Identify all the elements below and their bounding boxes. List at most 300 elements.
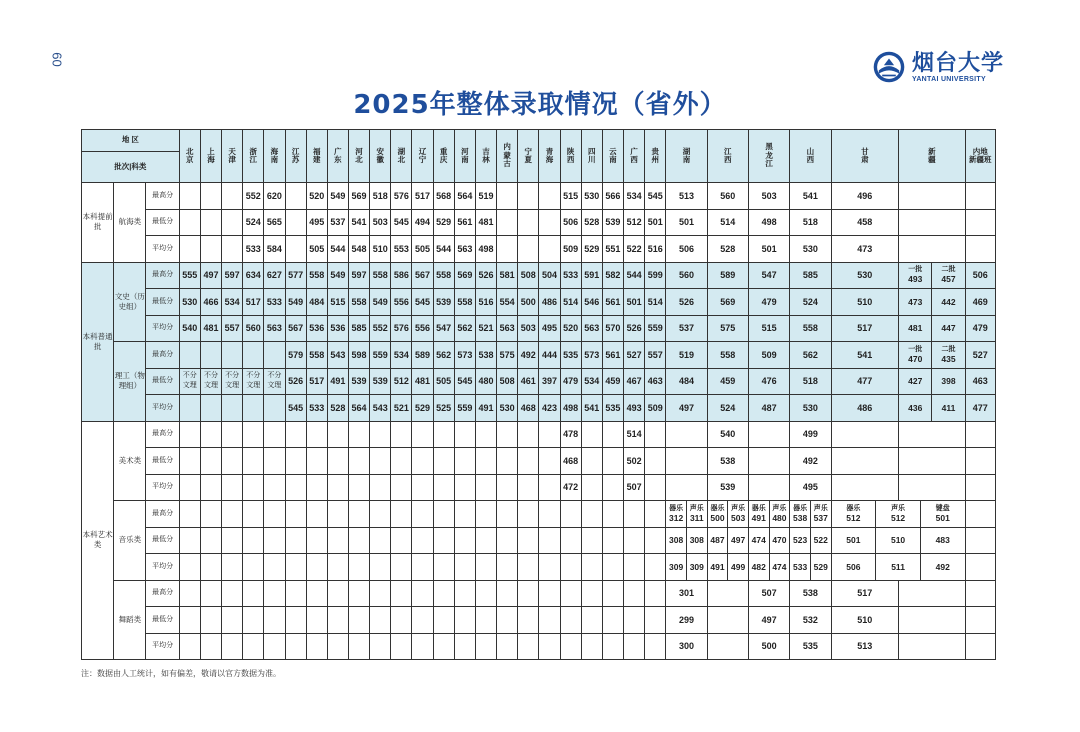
score-cell bbox=[475, 633, 496, 660]
province-header: 内 蒙 古 bbox=[497, 130, 518, 183]
score-cell: 491 bbox=[475, 395, 496, 422]
score-cell: 529 bbox=[433, 209, 454, 236]
score-cell: 492 bbox=[518, 342, 539, 369]
xinjiang-split-cell: 一批 493 二批 457 bbox=[899, 262, 966, 289]
score-cell bbox=[539, 236, 560, 263]
score-cell bbox=[454, 421, 475, 448]
score-cell bbox=[222, 474, 243, 501]
score-cell bbox=[433, 421, 454, 448]
score-cell bbox=[581, 607, 602, 634]
score-cell: 558 bbox=[306, 262, 327, 289]
score-cell: 545 bbox=[412, 289, 433, 316]
empty-cell bbox=[179, 554, 200, 581]
score-cell: 501 bbox=[748, 236, 789, 263]
score-cell: 468 bbox=[518, 395, 539, 422]
category-label: 文史（历史组） bbox=[114, 262, 146, 342]
score-cell: 479 bbox=[965, 315, 995, 342]
score-cell: 498 bbox=[748, 209, 789, 236]
score-cell: 495 bbox=[306, 209, 327, 236]
empty-cell bbox=[539, 554, 560, 581]
score-cell bbox=[200, 580, 221, 607]
stat-label: 最高分 bbox=[146, 421, 179, 448]
score-cell: 530 bbox=[179, 289, 200, 316]
score-cell: 558 bbox=[790, 315, 831, 342]
empty-cell bbox=[518, 554, 539, 581]
score-cell: 498 bbox=[560, 395, 581, 422]
empty-cell bbox=[306, 527, 327, 554]
empty-cell bbox=[306, 554, 327, 581]
score-cell bbox=[518, 421, 539, 448]
score-cell: 560 bbox=[666, 262, 707, 289]
score-cell: 525 bbox=[433, 395, 454, 422]
score-cell: 575 bbox=[707, 315, 748, 342]
score-cell: 463 bbox=[645, 368, 666, 395]
score-cell: 515 bbox=[560, 183, 581, 210]
score-cell: 497 bbox=[748, 607, 789, 634]
score-cell: 506 bbox=[666, 236, 707, 263]
score-cell: 573 bbox=[454, 342, 475, 369]
score-cell bbox=[539, 448, 560, 475]
score-cell bbox=[899, 236, 966, 263]
score-cell: 480 bbox=[475, 368, 496, 395]
score-cell: 558 bbox=[433, 262, 454, 289]
score-cell: 634 bbox=[243, 262, 264, 289]
score-cell: 513 bbox=[831, 633, 899, 660]
score-cell: 549 bbox=[327, 262, 348, 289]
stat-label: 最低分 bbox=[146, 368, 179, 395]
score-cell: 560 bbox=[707, 183, 748, 210]
score-cell: 589 bbox=[707, 262, 748, 289]
score-cell: 569 bbox=[454, 262, 475, 289]
score-cell bbox=[581, 580, 602, 607]
score-cell: 492 bbox=[790, 448, 831, 475]
score-cell: 514 bbox=[645, 289, 666, 316]
empty-cell bbox=[306, 501, 327, 528]
province-header: 云 南 bbox=[602, 130, 623, 183]
score-cell: 560 bbox=[243, 315, 264, 342]
score-cell: 545 bbox=[285, 395, 306, 422]
score-cell: 559 bbox=[370, 342, 391, 369]
score-cell: 505 bbox=[412, 236, 433, 263]
score-cell bbox=[831, 448, 899, 475]
no-split-cell: 不分文理 bbox=[264, 368, 285, 395]
score-cell: 556 bbox=[412, 315, 433, 342]
score-cell: 541 bbox=[581, 395, 602, 422]
stat-label: 最低分 bbox=[146, 448, 179, 475]
score-cell bbox=[497, 421, 518, 448]
score-cell bbox=[899, 607, 966, 634]
score-cell: 510 bbox=[831, 289, 899, 316]
province-header: 贵 州 bbox=[645, 130, 666, 183]
score-cell bbox=[370, 448, 391, 475]
score-cell: 500 bbox=[518, 289, 539, 316]
score-cell: 459 bbox=[602, 368, 623, 395]
score-cell: 577 bbox=[285, 262, 306, 289]
empty-cell bbox=[475, 501, 496, 528]
score-cell bbox=[433, 448, 454, 475]
score-cell bbox=[370, 633, 391, 660]
admission-table bbox=[81, 129, 996, 660]
score-cell: 510 bbox=[831, 607, 899, 634]
logo-cn-text: 烟台大学 bbox=[912, 49, 1005, 76]
score-cell bbox=[433, 607, 454, 634]
province-header: 辽 宁 bbox=[412, 130, 433, 183]
score-cell: 567 bbox=[285, 315, 306, 342]
score-cell: 599 bbox=[645, 262, 666, 289]
score-cell bbox=[222, 421, 243, 448]
score-cell bbox=[327, 421, 348, 448]
score-cell: 530 bbox=[790, 395, 831, 422]
empty-cell bbox=[581, 527, 602, 554]
empty-cell bbox=[412, 501, 433, 528]
score-cell bbox=[454, 607, 475, 634]
empty-cell bbox=[243, 342, 264, 369]
score-cell: 545 bbox=[645, 183, 666, 210]
music-split-cell: 474 470 bbox=[748, 527, 789, 554]
stat-label: 平均分 bbox=[146, 633, 179, 660]
music-split-cell: 器乐 512 声乐 512 键盘 501 bbox=[831, 501, 965, 528]
score-cell bbox=[412, 580, 433, 607]
score-cell bbox=[264, 474, 285, 501]
empty-cell bbox=[560, 554, 581, 581]
stat-label: 最高分 bbox=[146, 183, 179, 210]
score-cell: 536 bbox=[327, 315, 348, 342]
score-cell: 509 bbox=[645, 395, 666, 422]
province-header: 安 徽 bbox=[370, 130, 391, 183]
empty-cell bbox=[433, 527, 454, 554]
score-cell: 521 bbox=[391, 395, 412, 422]
score-cell: 509 bbox=[748, 342, 789, 369]
no-split-cell: 不分文理 bbox=[222, 368, 243, 395]
score-cell: 535 bbox=[602, 395, 623, 422]
score-cell bbox=[899, 580, 966, 607]
score-cell: 502 bbox=[624, 448, 645, 475]
province-header: 重 庆 bbox=[433, 130, 454, 183]
score-cell bbox=[285, 580, 306, 607]
score-cell: 506 bbox=[560, 209, 581, 236]
music-split-cell: 309 309 bbox=[666, 554, 707, 581]
province-header: 吉 林 bbox=[475, 130, 496, 183]
score-cell bbox=[899, 474, 966, 501]
empty-cell bbox=[243, 554, 264, 581]
score-cell bbox=[179, 580, 200, 607]
score-cell bbox=[412, 474, 433, 501]
score-cell: 544 bbox=[624, 262, 645, 289]
score-cell bbox=[222, 236, 243, 263]
score-cell bbox=[624, 633, 645, 660]
score-cell: 547 bbox=[433, 315, 454, 342]
province-header: 湖 南 bbox=[666, 130, 707, 183]
score-cell bbox=[391, 474, 412, 501]
score-cell: 512 bbox=[624, 209, 645, 236]
score-cell: 528 bbox=[327, 395, 348, 422]
logo-en-text: YANTAI UNIVERSITY bbox=[912, 75, 986, 83]
province-header: 河 北 bbox=[348, 130, 369, 183]
empty-cell bbox=[327, 554, 348, 581]
score-cell bbox=[539, 421, 560, 448]
empty-cell bbox=[518, 501, 539, 528]
score-cell: 549 bbox=[285, 289, 306, 316]
score-cell bbox=[497, 607, 518, 634]
empty-cell bbox=[348, 554, 369, 581]
score-cell: 500 bbox=[748, 633, 789, 660]
score-cell: 514 bbox=[560, 289, 581, 316]
score-cell bbox=[222, 580, 243, 607]
score-cell: 519 bbox=[666, 342, 707, 369]
stat-label: 最高分 bbox=[146, 501, 179, 528]
score-cell bbox=[581, 633, 602, 660]
score-cell bbox=[965, 448, 995, 475]
score-cell: 514 bbox=[624, 421, 645, 448]
province-header: 甘 肃 bbox=[831, 130, 899, 183]
score-cell: 528 bbox=[707, 236, 748, 263]
score-cell: 538 bbox=[475, 342, 496, 369]
score-cell: 530 bbox=[790, 236, 831, 263]
stat-label: 平均分 bbox=[146, 315, 179, 342]
score-cell bbox=[602, 607, 623, 634]
empty-cell bbox=[645, 554, 666, 581]
empty-cell bbox=[348, 527, 369, 554]
score-cell bbox=[327, 580, 348, 607]
score-cell: 563 bbox=[581, 315, 602, 342]
empty-cell bbox=[222, 554, 243, 581]
score-cell: 519 bbox=[475, 183, 496, 210]
score-cell bbox=[222, 448, 243, 475]
score-cell: 459 bbox=[707, 368, 748, 395]
empty-cell bbox=[222, 395, 243, 422]
music-split-cell: 器乐 491 声乐 480 bbox=[748, 501, 789, 528]
stat-label: 最高分 bbox=[146, 580, 179, 607]
score-cell bbox=[624, 580, 645, 607]
score-cell: 576 bbox=[391, 183, 412, 210]
score-cell bbox=[831, 474, 899, 501]
province-header: 陕 西 bbox=[560, 130, 581, 183]
score-cell: 495 bbox=[539, 315, 560, 342]
empty-cell bbox=[965, 527, 995, 554]
empty-cell bbox=[200, 342, 221, 369]
score-cell: 545 bbox=[454, 368, 475, 395]
score-cell: 575 bbox=[497, 342, 518, 369]
score-cell bbox=[518, 474, 539, 501]
score-cell bbox=[645, 448, 666, 475]
province-header: 江 苏 bbox=[285, 130, 306, 183]
score-cell bbox=[475, 580, 496, 607]
score-cell: 555 bbox=[179, 262, 200, 289]
score-cell bbox=[327, 448, 348, 475]
score-cell bbox=[327, 474, 348, 501]
score-cell: 503 bbox=[518, 315, 539, 342]
score-cell bbox=[179, 607, 200, 634]
score-cell bbox=[264, 421, 285, 448]
empty-cell bbox=[454, 527, 475, 554]
score-cell: 536 bbox=[306, 315, 327, 342]
score-cell bbox=[243, 580, 264, 607]
score-cell: 535 bbox=[790, 633, 831, 660]
score-cell: 299 bbox=[666, 607, 707, 634]
score-cell: 558 bbox=[707, 342, 748, 369]
score-cell: 444 bbox=[539, 342, 560, 369]
score-cell: 544 bbox=[327, 236, 348, 263]
province-header: 天 津 bbox=[222, 130, 243, 183]
score-cell bbox=[965, 607, 995, 634]
empty-cell bbox=[645, 527, 666, 554]
page-number: 60 bbox=[49, 52, 65, 67]
score-cell bbox=[602, 421, 623, 448]
score-cell: 569 bbox=[707, 289, 748, 316]
empty-cell bbox=[391, 527, 412, 554]
score-cell bbox=[391, 633, 412, 660]
score-cell bbox=[412, 448, 433, 475]
empty-cell bbox=[497, 527, 518, 554]
score-cell bbox=[645, 474, 666, 501]
score-cell: 589 bbox=[412, 342, 433, 369]
score-cell: 521 bbox=[475, 315, 496, 342]
score-cell: 478 bbox=[560, 421, 581, 448]
category-label: 美术类 bbox=[114, 421, 146, 501]
score-cell: 552 bbox=[243, 183, 264, 210]
score-cell: 526 bbox=[285, 368, 306, 395]
score-cell: 598 bbox=[348, 342, 369, 369]
score-cell: 300 bbox=[666, 633, 707, 660]
score-cell: 540 bbox=[707, 421, 748, 448]
score-cell: 557 bbox=[645, 342, 666, 369]
empty-cell bbox=[539, 527, 560, 554]
score-cell: 473 bbox=[831, 236, 899, 263]
score-cell: 566 bbox=[602, 183, 623, 210]
empty-cell bbox=[624, 501, 645, 528]
score-cell bbox=[497, 448, 518, 475]
score-cell bbox=[306, 448, 327, 475]
score-cell bbox=[539, 633, 560, 660]
batch-label: 本科艺术类 bbox=[82, 421, 114, 660]
score-cell: 548 bbox=[348, 236, 369, 263]
score-cell bbox=[200, 209, 221, 236]
score-cell: 561 bbox=[454, 209, 475, 236]
score-cell: 586 bbox=[391, 262, 412, 289]
score-cell: 481 bbox=[475, 209, 496, 236]
empty-cell bbox=[581, 501, 602, 528]
province-header: 浙 江 bbox=[243, 130, 264, 183]
score-cell: 510 bbox=[370, 236, 391, 263]
score-cell bbox=[370, 580, 391, 607]
no-split-cell: 不分文理 bbox=[243, 368, 264, 395]
empty-cell bbox=[179, 342, 200, 369]
empty-cell bbox=[965, 501, 995, 528]
score-cell bbox=[581, 474, 602, 501]
batch-header: 批次|科类 bbox=[82, 152, 180, 183]
score-cell: 524 bbox=[790, 289, 831, 316]
score-cell: 561 bbox=[602, 342, 623, 369]
empty-cell bbox=[965, 554, 995, 581]
score-cell: 535 bbox=[560, 342, 581, 369]
score-cell: 538 bbox=[790, 580, 831, 607]
province-header: 四 川 bbox=[581, 130, 602, 183]
region-header: 地 区 bbox=[82, 130, 180, 152]
score-cell: 517 bbox=[412, 183, 433, 210]
score-cell bbox=[666, 448, 707, 475]
province-header: 江 西 bbox=[707, 130, 748, 183]
score-cell: 497 bbox=[200, 262, 221, 289]
score-cell bbox=[645, 633, 666, 660]
score-cell: 537 bbox=[327, 209, 348, 236]
score-cell bbox=[200, 236, 221, 263]
music-split-cell: 501 510 483 bbox=[831, 527, 965, 554]
score-cell: 546 bbox=[581, 289, 602, 316]
score-cell: 558 bbox=[370, 262, 391, 289]
score-cell bbox=[581, 421, 602, 448]
xinjiang-split-cell: 481 447 bbox=[899, 315, 966, 342]
empty-cell bbox=[222, 501, 243, 528]
stat-label: 最低分 bbox=[146, 607, 179, 634]
score-cell: 537 bbox=[666, 315, 707, 342]
score-cell: 565 bbox=[264, 209, 285, 236]
xinjiang-split-cell: 427 398 bbox=[899, 368, 966, 395]
score-cell: 534 bbox=[624, 183, 645, 210]
score-cell bbox=[179, 421, 200, 448]
score-cell: 496 bbox=[831, 183, 899, 210]
score-cell: 591 bbox=[581, 262, 602, 289]
score-cell bbox=[518, 236, 539, 263]
category-label: 音乐类 bbox=[114, 501, 146, 581]
xinjiang-split-cell: 一批 470 二批 435 bbox=[899, 342, 966, 369]
score-cell bbox=[348, 421, 369, 448]
score-cell bbox=[602, 580, 623, 607]
score-cell bbox=[264, 607, 285, 634]
score-cell: 558 bbox=[454, 289, 475, 316]
score-cell bbox=[497, 183, 518, 210]
score-cell: 582 bbox=[602, 262, 623, 289]
score-cell bbox=[707, 607, 748, 634]
empty-cell bbox=[222, 527, 243, 554]
empty-cell bbox=[581, 554, 602, 581]
score-cell: 507 bbox=[748, 580, 789, 607]
score-cell: 477 bbox=[965, 395, 995, 422]
score-cell: 569 bbox=[348, 183, 369, 210]
category-label: 航海类 bbox=[114, 183, 146, 263]
score-cell: 547 bbox=[748, 262, 789, 289]
score-cell: 530 bbox=[497, 395, 518, 422]
score-cell bbox=[285, 183, 306, 210]
score-cell: 551 bbox=[602, 236, 623, 263]
score-cell: 552 bbox=[370, 315, 391, 342]
score-cell bbox=[391, 607, 412, 634]
province-header: 宁 夏 bbox=[518, 130, 539, 183]
score-cell: 545 bbox=[391, 209, 412, 236]
score-cell: 597 bbox=[348, 262, 369, 289]
score-cell bbox=[965, 209, 995, 236]
score-cell bbox=[518, 183, 539, 210]
empty-cell bbox=[200, 527, 221, 554]
score-cell: 501 bbox=[645, 209, 666, 236]
score-cell: 467 bbox=[624, 368, 645, 395]
score-cell bbox=[327, 633, 348, 660]
score-cell bbox=[306, 421, 327, 448]
score-cell bbox=[748, 474, 789, 501]
score-cell bbox=[539, 474, 560, 501]
batch-label: 本科提前批 bbox=[82, 183, 114, 263]
score-cell bbox=[391, 580, 412, 607]
score-cell: 501 bbox=[666, 209, 707, 236]
score-cell: 539 bbox=[370, 368, 391, 395]
score-cell: 563 bbox=[454, 236, 475, 263]
score-cell: 507 bbox=[624, 474, 645, 501]
empty-cell bbox=[200, 501, 221, 528]
stat-label: 最低分 bbox=[146, 289, 179, 316]
music-split-cell: 482 474 bbox=[748, 554, 789, 581]
score-cell bbox=[243, 607, 264, 634]
score-cell: 423 bbox=[539, 395, 560, 422]
score-cell: 538 bbox=[707, 448, 748, 475]
